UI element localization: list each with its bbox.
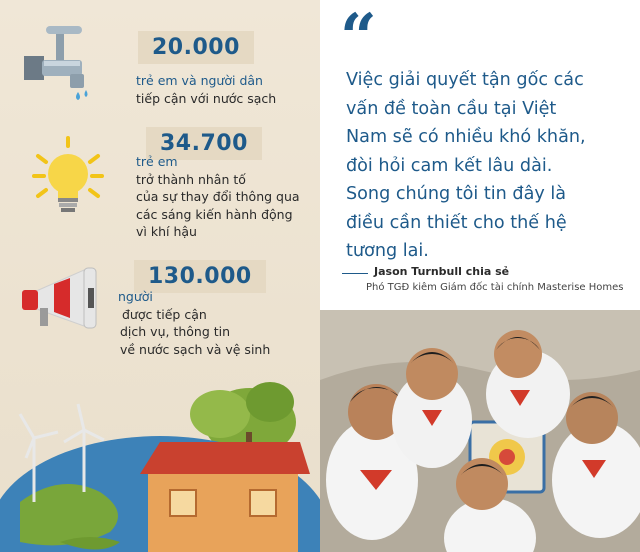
stat-highlight: người — [118, 289, 153, 304]
stat-line: dịch vụ, thông tin — [120, 324, 231, 339]
quote-line: đòi hỏi cam kết lâu dài. — [346, 155, 553, 176]
quote-panel — [320, 0, 640, 310]
stat-number: 34.700 — [146, 127, 262, 160]
water-tap-icon — [22, 20, 112, 104]
quote-line: điều cần thiết cho thế hệ — [346, 212, 567, 233]
light-bulb-icon — [24, 132, 114, 226]
earth-illustration — [0, 362, 320, 552]
quote-line: Nam sẽ có nhiều khó khăn, — [346, 127, 586, 147]
stat-description — [118, 288, 270, 358]
stat-line: của sự thay đổi thông qua — [136, 189, 300, 204]
stat-line: tiếp cận với nước sạch — [136, 90, 277, 106]
quote-text — [346, 66, 636, 266]
quote-line: Song chúng tôi tin đây là — [346, 184, 567, 204]
author-divider — [342, 273, 368, 274]
stat-highlight: trẻ em — [136, 154, 178, 169]
megaphone-icon — [14, 262, 114, 346]
stat-line: trở thành nhân tố — [136, 171, 246, 187]
stat-highlight: trẻ em và người dân — [136, 73, 263, 88]
quote-author: Jason Turnbull chia sẻ — [374, 265, 510, 278]
stat-line: về nước sạch và vệ sinh — [120, 341, 271, 357]
quote-mark-icon: “ — [340, 0, 377, 75]
stat-number: 20.000 — [138, 31, 254, 64]
stat-line: các sáng kiến hành động — [136, 206, 293, 222]
quote-line: Việc giải quyết tận gốc các — [346, 70, 584, 90]
stat-line: được tiếp cận — [122, 306, 207, 322]
children-photo — [320, 310, 640, 552]
stat-number: 130.000 — [134, 260, 266, 293]
stat-description — [136, 72, 276, 107]
stat-description — [136, 153, 300, 241]
stat-line: vì khí hậu — [136, 224, 197, 239]
author-role: Phó TGĐ kiêm Giám đốc tài chính Masterise Homes — [366, 282, 624, 293]
quote-line: vấn đề toàn cầu tại Việt — [346, 98, 557, 119]
quote-line: tương lai. — [346, 241, 429, 261]
